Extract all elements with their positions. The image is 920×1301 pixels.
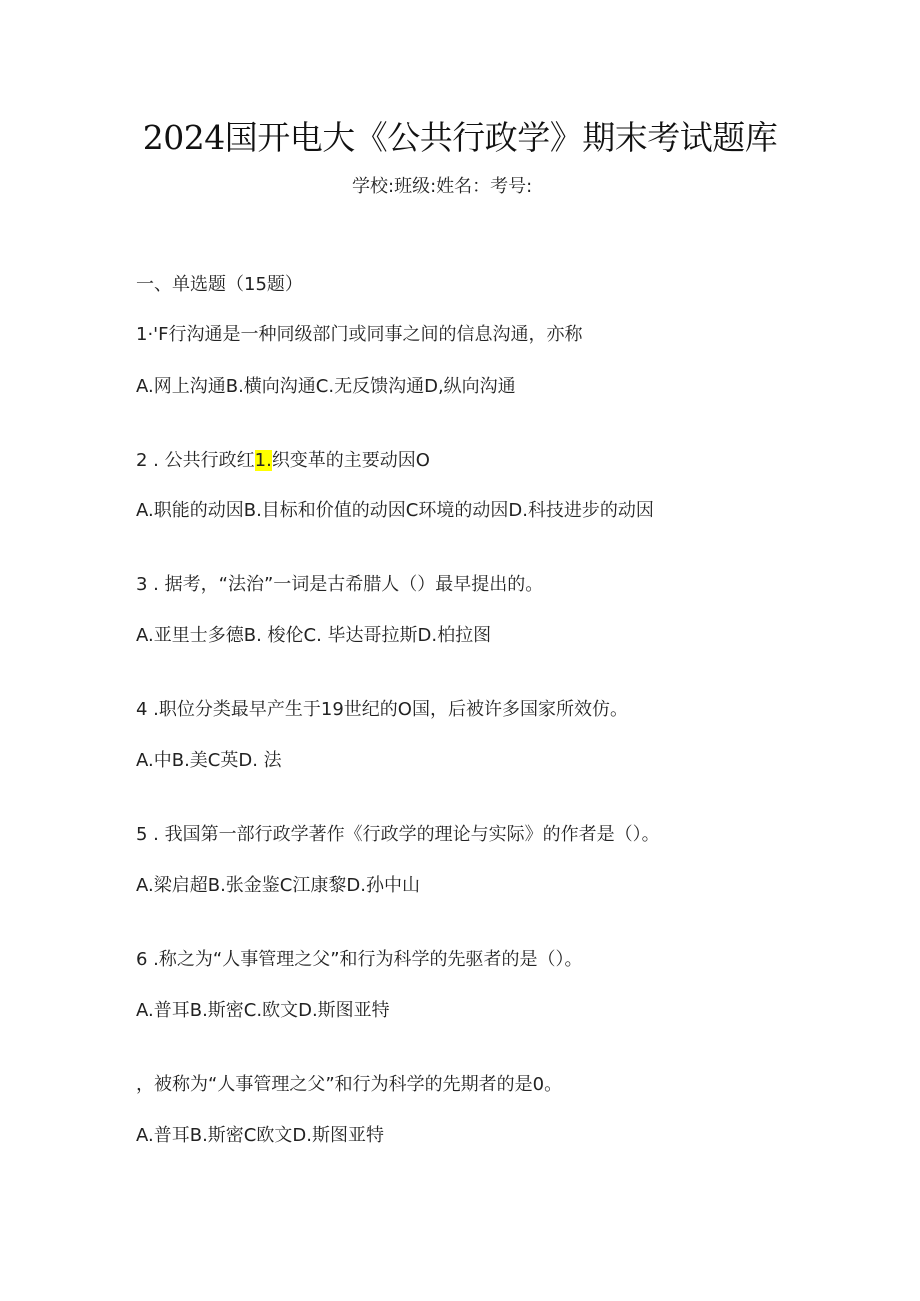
question-4-stem: 4 .职位分类最早产生于19世纪的O国，后被许多国家所效仿。 xyxy=(136,699,628,720)
question-1-options: A.网上沟通B.横向沟通C.无反馈沟通D,纵向沟通 xyxy=(136,376,516,397)
question-3-stem: 3 . 据考，“法治”一词是古希腊人（）最早提出的。 xyxy=(136,574,544,595)
question-2-stem-before: 2 . 公共行政红 xyxy=(136,450,255,471)
highlighted-text: 1. xyxy=(254,450,272,471)
question-6-stem: 6 .称之为“人事管理之父”和行为科学的先驱者的是（）。 xyxy=(136,949,583,970)
question-1-stem: 1·'F行沟通是一种同级部门或同事之间的信息沟通，亦称 xyxy=(136,324,583,345)
question-6-options: A.普耳B.斯密C.欧文D.斯图亚特 xyxy=(136,1000,390,1021)
question-2-stem xyxy=(136,446,430,472)
question-2-options: A.职能的动因B.目标和价值的动因C环境的动因D.科技进步的动因 xyxy=(136,500,654,521)
question-3-options: A.亚里士多德B. 梭伦C. 毕达哥拉斯D.柏拉图 xyxy=(136,625,492,646)
section-heading: 一、单选题（15题） xyxy=(136,274,303,295)
question-5-stem: 5 . 我国第一部行政学著作《行政学的理论与实际》的作者是（）。 xyxy=(136,824,660,845)
student-info-line: 学校:班级:姓名：考号: xyxy=(352,176,533,197)
question-7-stem: ，被称为“人事管理之父”和行为科学的先期者的是0。 xyxy=(136,1074,563,1095)
question-2-stem-after: 织变革的主要动因O xyxy=(271,450,430,471)
question-4-options: A.中B.美C英D. 法 xyxy=(136,750,282,771)
question-5-options: A.梁启超B.张金鉴C江康黎D.孙中山 xyxy=(136,875,420,896)
question-7-options: A.普耳B.斯密C欧文D.斯图亚特 xyxy=(136,1125,384,1146)
page-title: 2024国开电大《公共行政学》期末考试题库 xyxy=(142,118,778,157)
